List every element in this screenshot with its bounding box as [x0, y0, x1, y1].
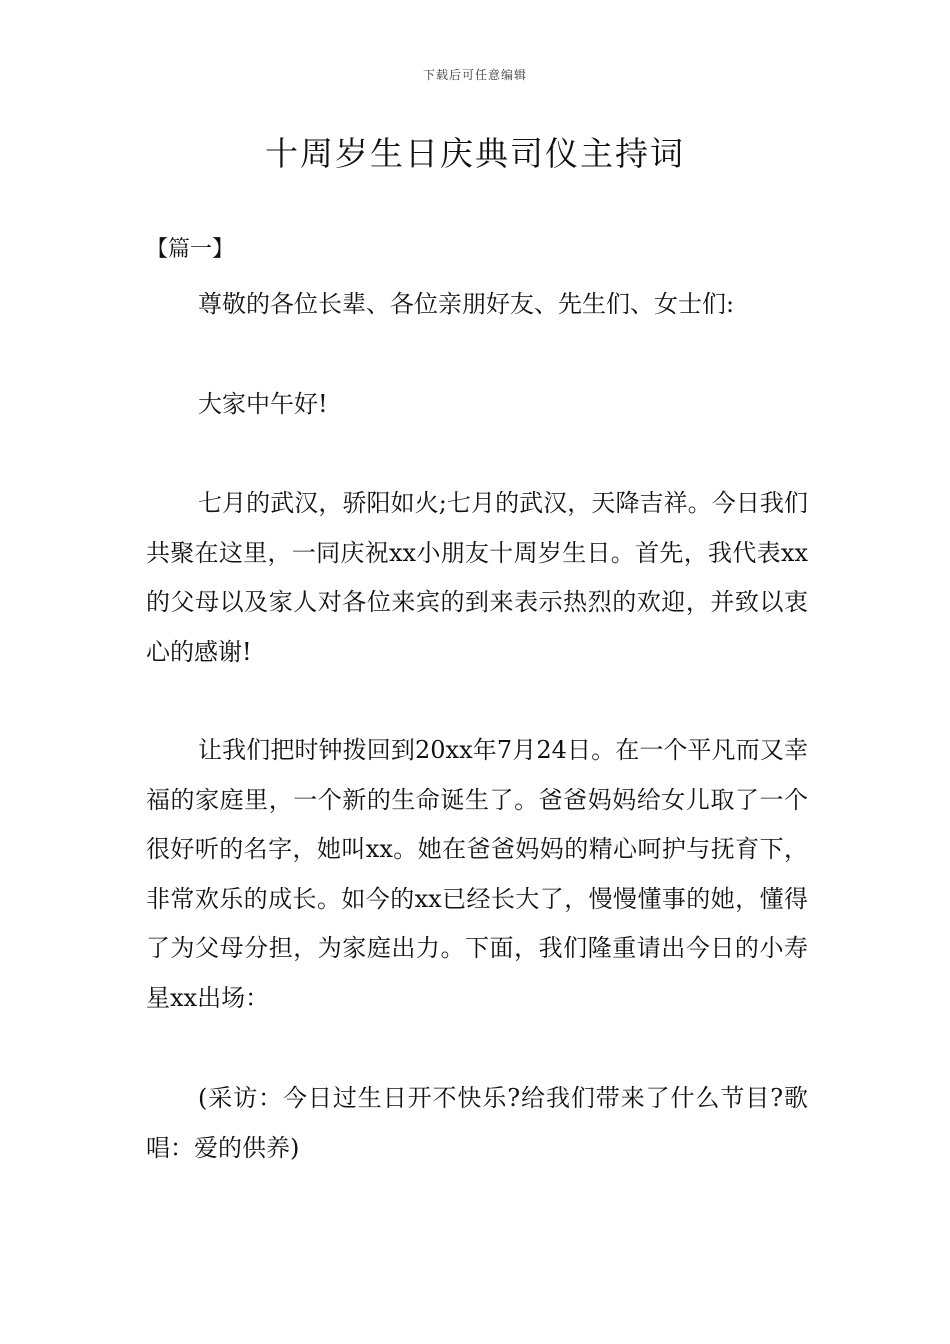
paragraph-1: 七月的武汉，骄阳如火;七月的武汉，天降吉祥。今日我们共聚在这里，一同庆祝xx小朋友十周岁生日。首先，我代表xx的父母以及家人对各位来宾的到来表示热烈的欢迎，并致以衷心的感谢!	[146, 489, 808, 666]
header-note: 下载后可任意编辑	[422, 68, 527, 82]
hello-paragraph: 大家中午好!	[198, 389, 328, 418]
document-body	[146, 280, 808, 1173]
paragraph-3: (采访：今日过生日开不快乐?给我们带来了什么节目?歌唱：爱的供养)	[146, 1084, 808, 1162]
paragraph-2: 让我们把时钟拨回到20xx年7月24日。在一个平凡而又幸福的家庭里，一个新的生命诞生了。爸爸妈妈给女儿取了一个很好听的名字，她叫xx。她在爸爸妈妈的精心呵护与抚育下，非常欢乐的成长。如今的xx已经长大了，慢慢懂事的她，懂得了为父母分担，为家庭出力。下面，我们隆重请出今日的小寿星xx出场：	[146, 736, 808, 1012]
greeting-paragraph: 尊敬的各位长辈、各位亲朋好友、先生们、女士们:	[198, 290, 735, 318]
section-label: 【篇一】	[146, 237, 235, 262]
document-title: 十周岁生日庆典司仪主持词	[265, 134, 685, 173]
